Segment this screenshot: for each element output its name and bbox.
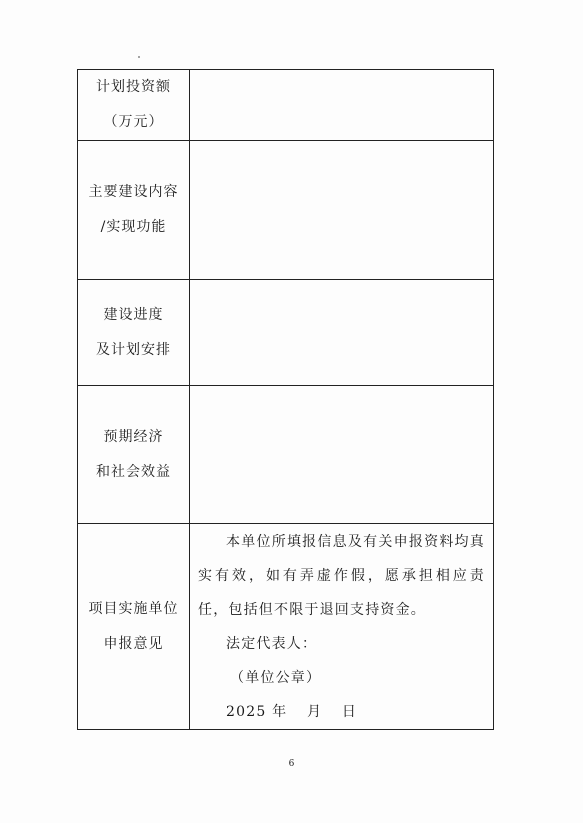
construction-content-field[interactable]: [190, 141, 494, 280]
form-row-benefits: [78, 386, 494, 524]
legal-representative-label: 法定代表人：: [226, 636, 318, 652]
row-label-construction-content: [78, 141, 190, 280]
declaration-date: [198, 695, 485, 729]
form-row-investment: [78, 70, 494, 141]
row-label-line: 项目实施单位: [88, 600, 179, 617]
form-row-declaration: [78, 524, 494, 730]
row-label-line: 主要建设内容: [88, 184, 179, 200]
page-number: 6: [288, 759, 295, 769]
row-label-line: 和社会效益: [96, 463, 171, 480]
benefits-field[interactable]: [190, 386, 494, 524]
unit-seal-label: （单位公章）: [230, 670, 322, 686]
application-form-table: [77, 69, 494, 730]
row-label-line: 及计划安排: [96, 341, 171, 358]
row-label-line: /实现功能: [100, 219, 167, 235]
row-label-investment: [78, 70, 190, 141]
declaration-statement: 本单位所填报信息及有关申报资料均真实有效，如有弄虚作假，愿承担相应责任，包括但不限于退回支持资金。: [198, 534, 485, 618]
investment-value-field[interactable]: [190, 70, 494, 141]
row-label-line: 建设进度: [103, 306, 164, 323]
date-day-unit: 日: [341, 704, 358, 720]
row-label-line: 申报意见: [103, 635, 164, 652]
declaration-body: [190, 524, 493, 729]
date-month-unit: 月: [306, 704, 323, 720]
row-label-schedule: [78, 280, 190, 386]
date-year: 2025: [226, 704, 267, 720]
row-label-declaration: [78, 524, 190, 730]
schedule-field[interactable]: [190, 280, 494, 386]
form-row-schedule: [78, 280, 494, 386]
row-label-line: 预期经济: [103, 428, 164, 445]
date-year-unit: 年: [272, 704, 288, 720]
declaration-cell: [190, 524, 494, 730]
row-label-benefits: [78, 386, 190, 524]
row-label-line: （万元）: [103, 114, 164, 130]
scan-speck: [138, 56, 140, 58]
form-row-construction-content: [78, 141, 494, 280]
row-label-line: 计划投资额: [96, 79, 171, 95]
